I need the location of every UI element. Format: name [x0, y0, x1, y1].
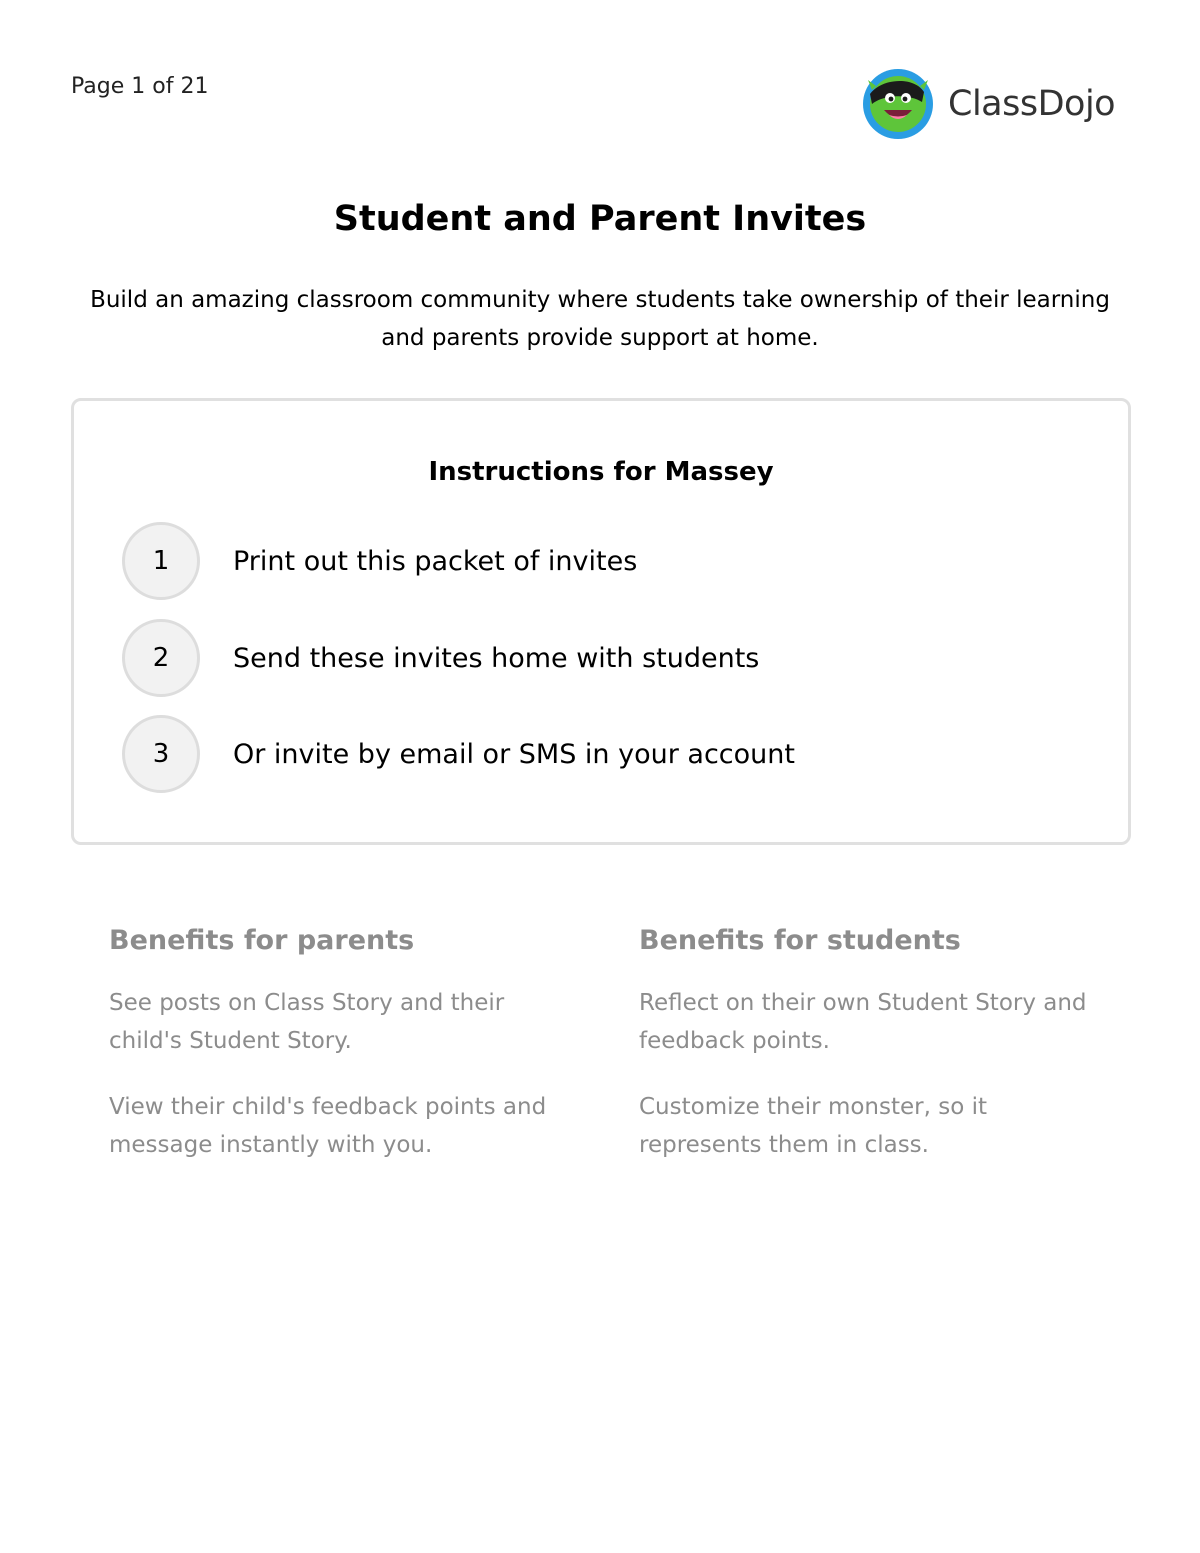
benefits-parents-heading: Benefits for parents [109, 925, 415, 956]
step-item [122, 618, 759, 698]
step-text: Or invite by email or SMS in your account [233, 738, 795, 770]
step-text: Print out this packet of invites [233, 545, 638, 577]
benefit-item: Reflect on their own Student Story and feedback points. [639, 990, 1087, 1054]
step-text: Send these invites home with students [233, 642, 760, 674]
page-title: Student and Parent Invites [333, 199, 867, 239]
brand-name: ClassDojo [948, 84, 1116, 124]
step-number-badge: 3 [122, 715, 200, 793]
benefit-item: Customize their monster, so it represents them in class. [639, 1094, 987, 1158]
step-number-badge: 2 [122, 619, 200, 697]
page-indicator: Page 1 of 21 [71, 74, 209, 99]
instructions-card [71, 398, 1131, 845]
instructions-heading: Instructions for Massey [428, 457, 774, 487]
benefits-parents [109, 925, 569, 1192]
benefits-students-heading: Benefits for students [639, 925, 961, 956]
classdojo-logo [862, 68, 1115, 140]
classdojo-monster-icon [862, 68, 934, 140]
step-item [122, 521, 637, 601]
benefit-item: View their child's feedback points and message instantly with you. [109, 1094, 547, 1158]
benefits-students [639, 925, 1099, 1192]
step-number-badge: 1 [122, 522, 200, 600]
page-subtitle: Build an amazing classroom community where students take ownership of their learning and parents provide support at home. [90, 287, 1110, 351]
step-item [122, 714, 795, 794]
benefit-item: See posts on Class Story and their child's Student Story. [109, 990, 505, 1054]
